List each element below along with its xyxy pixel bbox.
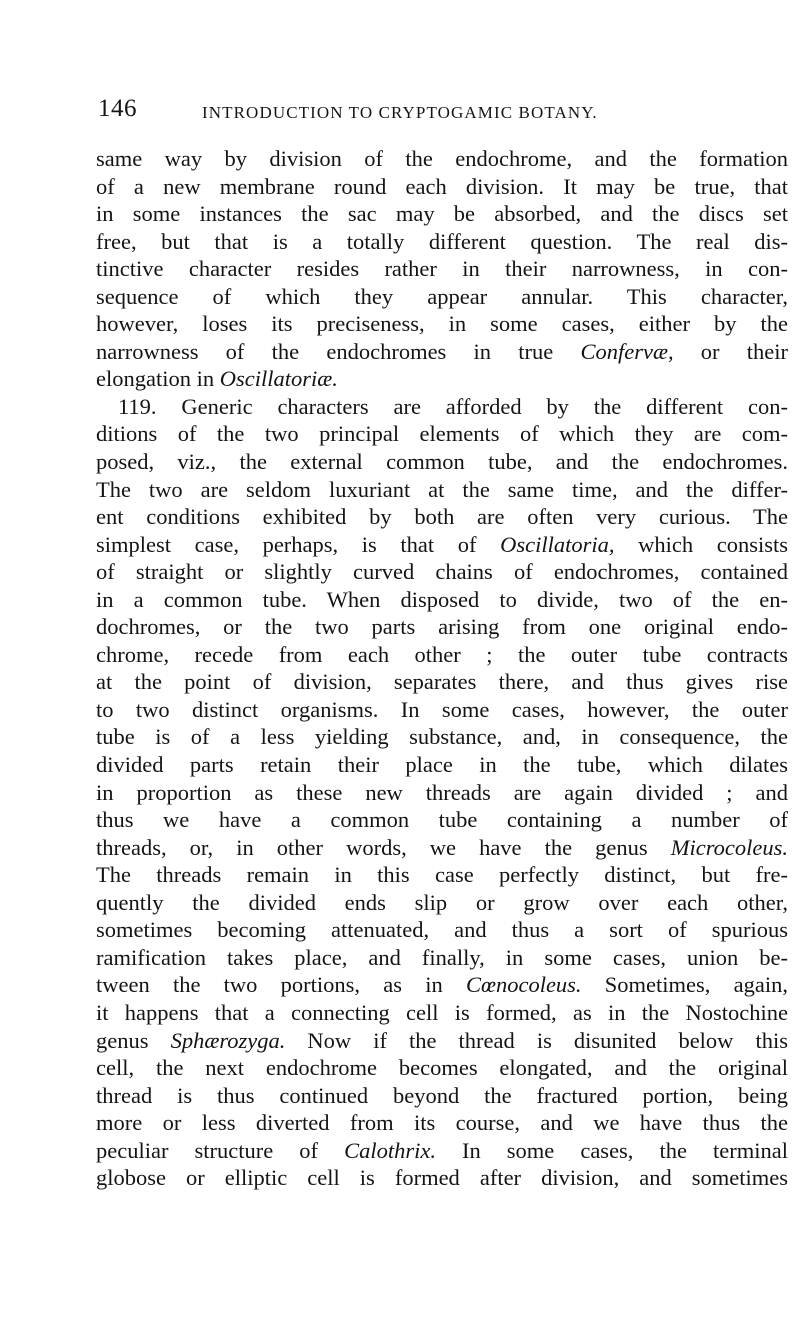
text-segment: ent conditions exhibited by both are often very curious. The bbox=[96, 504, 788, 530]
text-segment: cell, the next endochrome becomes elongated, and the original bbox=[96, 1055, 788, 1081]
page-number: 146 bbox=[98, 95, 137, 122]
italic-term: Confervæ, bbox=[580, 338, 674, 364]
text-segment: ramification takes place, and finally, in some cases, union be- bbox=[96, 944, 788, 970]
text-line bbox=[96, 834, 788, 862]
text-segment: threads, or, in other words, we have the genus bbox=[96, 834, 671, 860]
text-line bbox=[96, 420, 788, 448]
text-segment: sometimes becoming attenuated, and thus a sort of spurious bbox=[96, 917, 788, 943]
text-line bbox=[96, 1164, 788, 1192]
text-segment: in some instances the sac may be absorbed, and the discs set bbox=[96, 201, 788, 227]
text-segment: divided parts retain their place in the tube, which dilates bbox=[96, 752, 788, 778]
text-line bbox=[96, 668, 788, 696]
text-line bbox=[96, 1137, 788, 1165]
text-line bbox=[96, 393, 788, 421]
text-line bbox=[96, 558, 788, 586]
text-segment: in a common tube. When disposed to divide, two of the en- bbox=[96, 586, 788, 612]
text-line bbox=[96, 338, 788, 366]
text-line bbox=[96, 806, 788, 834]
italic-term: Oscillatoria, bbox=[500, 531, 615, 557]
text-line bbox=[96, 531, 788, 559]
text-segment: Now if the thread is disunited below this bbox=[285, 1027, 788, 1053]
text-segment: however, loses its preciseness, in some cases, either by the bbox=[96, 311, 788, 337]
text-line bbox=[96, 999, 788, 1027]
text-segment: of a new membrane round each division. It may be true, that bbox=[96, 173, 788, 199]
text-line bbox=[96, 696, 788, 724]
text-segment: tube is of a less yielding substance, and, in consequence, the bbox=[96, 724, 788, 750]
text-line bbox=[96, 751, 788, 779]
text-line bbox=[96, 971, 788, 999]
text-segment: peculiar structure of bbox=[96, 1137, 345, 1163]
text-line bbox=[96, 1082, 788, 1110]
running-title: INTRODUCTION TO CRYPTOGAMIC BOTANY. bbox=[202, 103, 598, 122]
text-line bbox=[96, 476, 788, 504]
text-line bbox=[96, 613, 788, 641]
text-line bbox=[96, 586, 788, 614]
text-segment: ditions of the two principal elements of which they are com- bbox=[96, 421, 788, 447]
text-line bbox=[96, 173, 788, 201]
italic-term: Microcoleus. bbox=[670, 834, 788, 860]
text-segment: Sometimes, again, bbox=[581, 972, 788, 998]
text-line bbox=[96, 283, 788, 311]
text-segment: in proportion as these new threads are again divided ; and bbox=[96, 779, 788, 805]
italic-term: Oscillatoriæ. bbox=[219, 366, 338, 392]
text-line bbox=[96, 1109, 788, 1137]
text-segment: tinctive character resides rather in their narrowness, in con- bbox=[96, 256, 788, 282]
text-segment: at the point of division, separates there, and thus gives rise bbox=[96, 669, 788, 695]
text-segment: quently the divided ends slip or grow over each other, bbox=[96, 889, 788, 915]
text-segment: narrowness of the endochromes in true bbox=[96, 338, 581, 364]
text-line bbox=[96, 779, 788, 807]
text-segment: thus we have a common tube containing a number of bbox=[96, 807, 788, 833]
italic-term: Cœnocoleus. bbox=[465, 972, 582, 998]
text-line bbox=[96, 889, 788, 917]
text-segment: 119. Generic characters are afforded by the different con- bbox=[118, 393, 788, 419]
italic-term: Sphærozyga. bbox=[170, 1027, 286, 1053]
text-line bbox=[96, 916, 788, 944]
text-line bbox=[96, 200, 788, 228]
text-segment: genus bbox=[96, 1027, 171, 1053]
text-segment: same way by division of the endochrome, and the formation bbox=[96, 146, 788, 171]
text-line bbox=[96, 861, 788, 889]
italic-term: Calothrix. bbox=[344, 1137, 436, 1163]
text-segment: or their bbox=[673, 338, 788, 364]
text-line bbox=[96, 641, 788, 669]
body-text bbox=[96, 145, 788, 1192]
text-line bbox=[96, 365, 788, 393]
text-segment: free, but that is a totally different question. The real dis- bbox=[96, 228, 788, 254]
text-segment: In some cases, the terminal bbox=[435, 1137, 788, 1163]
text-line bbox=[96, 944, 788, 972]
text-line bbox=[96, 723, 788, 751]
text-segment: chrome, recede from each other ; the outer tube contracts bbox=[96, 641, 788, 667]
text-line bbox=[96, 255, 788, 283]
text-line bbox=[96, 145, 788, 173]
text-segment: thread is thus continued beyond the fractured portion, being bbox=[96, 1082, 788, 1108]
text-segment: which consists bbox=[614, 531, 788, 557]
text-segment: it happens that a connecting cell is formed, as in the Nostochine bbox=[96, 999, 788, 1025]
text-line bbox=[96, 1054, 788, 1082]
text-line bbox=[96, 310, 788, 338]
text-segment: to two distinct organisms. In some cases, however, the outer bbox=[96, 696, 788, 722]
text-segment: The two are seldom luxuriant at the same time, and the differ- bbox=[96, 476, 788, 502]
text-line bbox=[96, 1027, 788, 1055]
text-segment: simplest case, perhaps, is that of bbox=[96, 531, 501, 557]
text-segment: sequence of which they appear annular. This character, bbox=[96, 283, 788, 309]
text-segment: The threads remain in this case perfectly distinct, but fre- bbox=[96, 862, 788, 888]
text-line bbox=[96, 228, 788, 256]
text-segment: posed, viz., the external common tube, and the endochromes. bbox=[96, 449, 788, 475]
text-segment: globose or elliptic cell is formed after division, and sometimes bbox=[96, 1165, 788, 1191]
running-head bbox=[98, 95, 798, 135]
text-segment: of straight or slightly curved chains of endochromes, contained bbox=[96, 559, 788, 585]
text-segment: tween the two portions, as in bbox=[96, 972, 466, 998]
text-segment: more or less diverted from its course, and we have thus the bbox=[96, 1110, 788, 1136]
text-line bbox=[96, 503, 788, 531]
text-line bbox=[96, 448, 788, 476]
text-segment: elongation in bbox=[96, 366, 220, 392]
text-segment: dochromes, or the two parts arising from one original endo- bbox=[96, 614, 788, 640]
